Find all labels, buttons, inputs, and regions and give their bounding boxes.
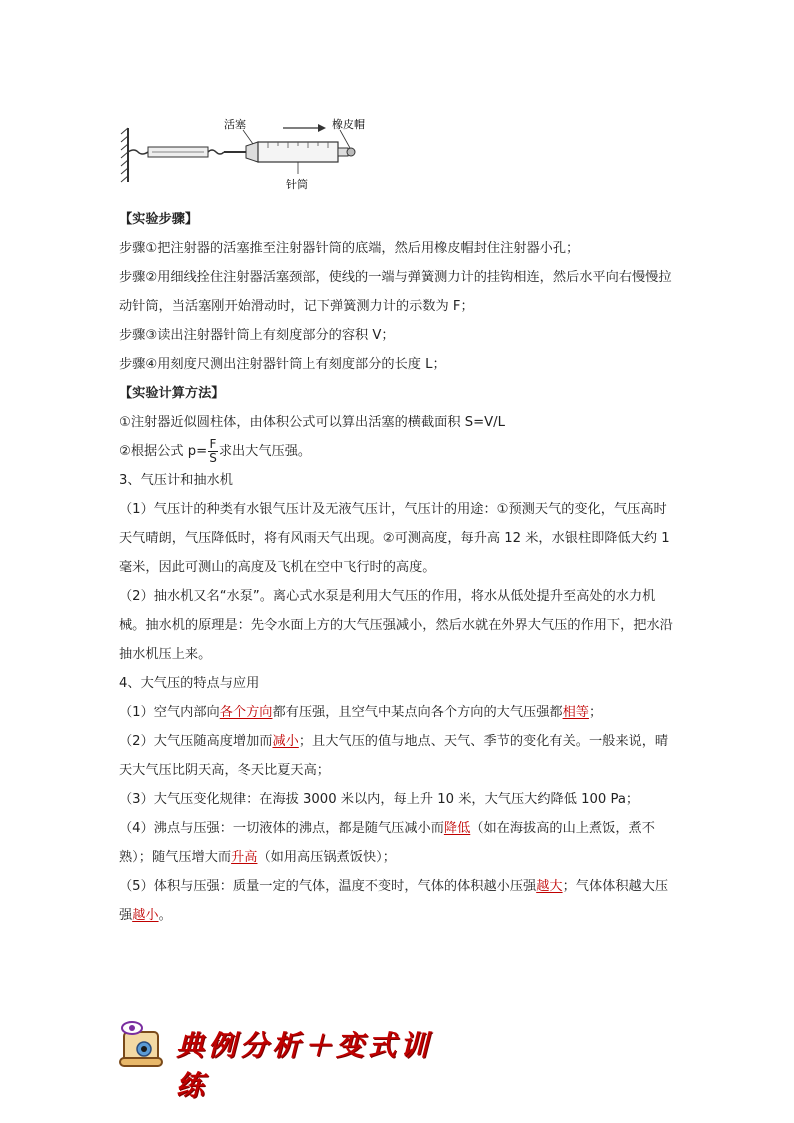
text-run: 都有压强，且空气中某点向各个方向的大气压强都 <box>272 705 563 720</box>
text-run: ； <box>588 705 603 720</box>
answer-blank: 升高 <box>231 850 258 865</box>
text-run: （5）体积与压强：质量一定的气体，温度不变时，气体的体积越小压强 <box>119 879 537 894</box>
section-3-para-2: （2）抽水机又名“水泵”。离心式水泵是利用大气压的作用，将水从低处提升至高处的水力机械。抽水机的原理是：先令水面上方的大气压强减小，然后水就在外界大气压的作用下，把水沿抽水机压上来。 <box>119 589 673 662</box>
answer-blank: 相等 <box>562 705 589 720</box>
label-piston: 活塞 <box>224 118 246 131</box>
calc-2 <box>119 437 679 466</box>
answer-blank: 降低 <box>443 821 471 836</box>
text-run: （2）大气压随高度增加而 <box>119 734 273 749</box>
steps-heading: 【实验步骤】 <box>119 212 199 227</box>
label-cap: 橡皮帽 <box>332 118 365 131</box>
fraction-numerator: F <box>209 436 217 451</box>
section-4-item-3: （3）大气压变化规律：在海拔 3000 米以内，每上升 10 米，大气压大约降低 100 Pa； <box>119 792 640 807</box>
section-4-item-2 <box>119 727 679 785</box>
step-4: 步骤④用刻度尺测出注射器针筒上有刻度部分的长度 L； <box>119 357 446 372</box>
calc-2-prefix: ②根据公式 p= <box>119 444 208 459</box>
step-3: 步骤③读出注射器针筒上有刻度部分的容积 V； <box>119 328 395 343</box>
answer-blank: 越大 <box>536 879 563 894</box>
fraction-denominator: S <box>209 450 217 465</box>
label-barrel: 针筒 <box>286 178 308 191</box>
step-2: 步骤②用细线拴住注射器活塞颈部，使线的一端与弹簧测力计的挂钩相连，然后水平向右慢慢拉动针筒，当活塞刚开始滑动时，记下弹簧测力计的示数为 F； <box>119 270 672 314</box>
text-run: （如用高压锅煮饭快）； <box>257 850 396 865</box>
answer-blank: 减小 <box>272 734 299 749</box>
section-4-item-1 <box>119 698 679 727</box>
step-1: 步骤①把注射器的活塞推至注射器针筒的底端，然后用橡皮帽封住注射器小孔； <box>119 241 580 256</box>
document-body <box>119 205 679 930</box>
text-run: （如在海拔高的山上煮饭，煮不熟）；随气压增大而 <box>119 821 655 865</box>
section-4-item-4 <box>119 814 679 872</box>
text-run: 。 <box>158 908 172 923</box>
section-4-title: 4、大气压的特点与应用 <box>119 676 260 691</box>
section-banner <box>118 1018 448 1102</box>
text-run: ；气体体积越大压强 <box>119 879 669 923</box>
section-3-title: 3、气压计和抽水机 <box>119 473 233 488</box>
calc-1: ①注射器近似圆柱体，由体积公式可以算出活塞的横截面积 S=V/L <box>119 415 505 430</box>
answer-blank: 越小 <box>132 908 159 923</box>
text-run: （1）空气内部向 <box>119 705 220 720</box>
answer-blank: 各个方向 <box>219 705 273 720</box>
syringe-diagram <box>118 110 388 192</box>
scroll-eye-icon <box>118 1018 170 1070</box>
calc-2-suffix: 求出大气压强。 <box>218 444 312 459</box>
banner-title: 典例分析＋变式训练 <box>176 1029 433 1102</box>
calc-heading: 【实验计算方法】 <box>119 386 225 401</box>
section-4-item-5 <box>119 872 679 930</box>
text-run: （4）沸点与压强：一切液体的沸点，都是随气压减小而 <box>119 821 444 836</box>
formula-fraction <box>208 438 218 465</box>
section-3-para-1: （1）气压计的种类有水银气压计及无液气压计，气压计的用途：①预测天气的变化，气压高时天气晴朗，气压降低时，将有风雨天气出现。②可测高度，每升高 12 米，水银柱即降低大约 1 毫米，因此可测山的高度及飞机在空中飞行时的高度。 <box>119 502 670 575</box>
text-run: ；且大气压的值与地点、天气、季节的变化有关。一般来说，晴天大气压比阴天高，冬天比夏天高； <box>119 734 669 778</box>
